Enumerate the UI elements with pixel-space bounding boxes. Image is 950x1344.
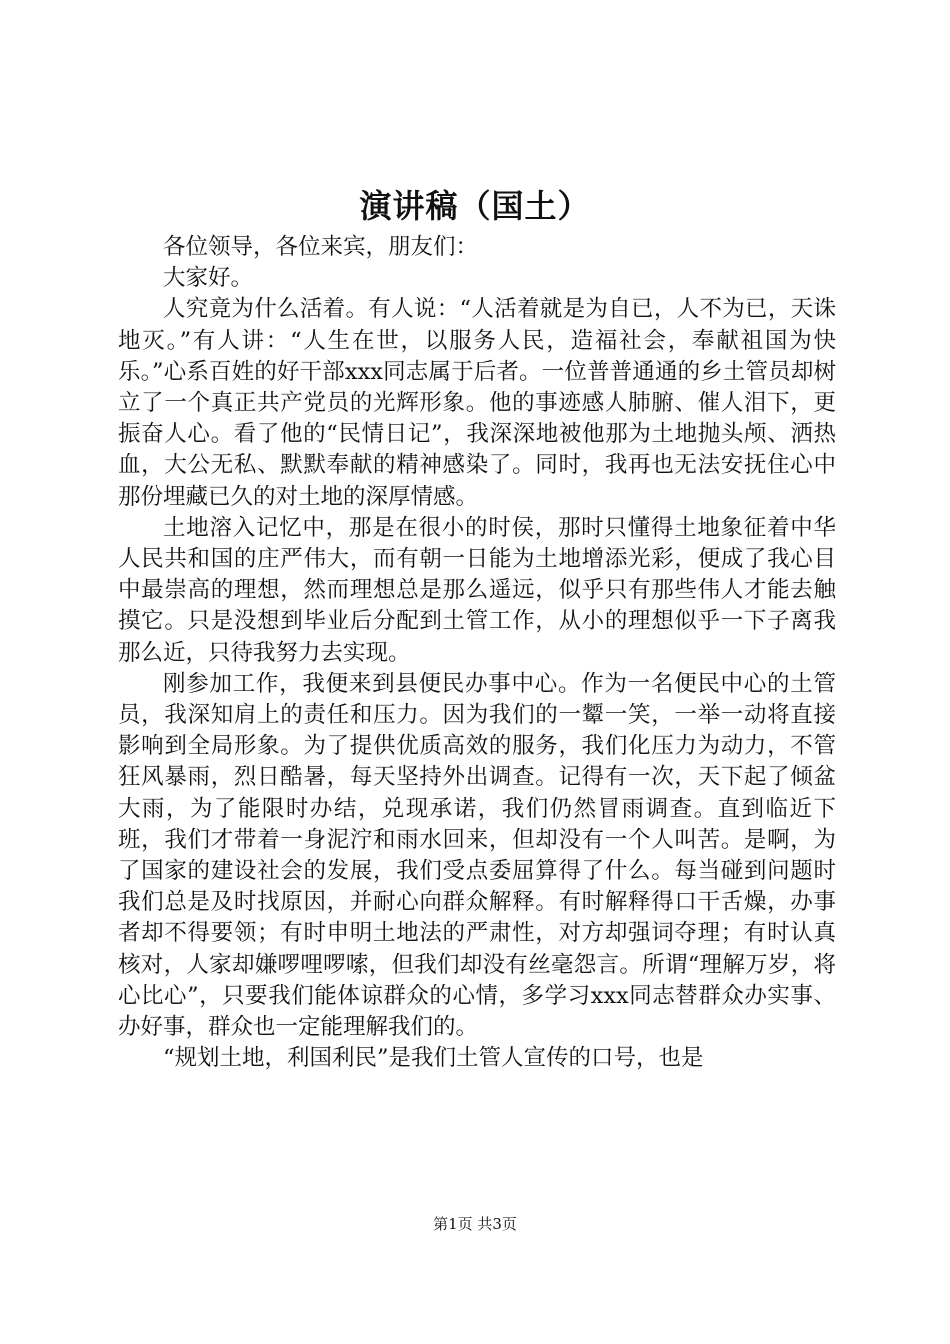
salutation-paragraph: 各位领导，各位来宾，朋友们：: [163, 234, 479, 260]
document-body: [118, 232, 836, 1074]
body-paragraph: “规划土地，利国利民”是我们土管人宣传的口号，也是: [163, 1045, 704, 1072]
body-paragraph: 人究竟为什么活着。有人说：“人活着就是为自已，人不为已，天诛地灭。”有人讲：“人生在世，以服务人民，造福社会，奉献祖国为快乐。”心系百姓的好干部xxx同志属于后者。一位普普通通的乡土管员却树立了一个真正共产党员的光辉形象。他的事迹感人肺腑、催人泪下，更振奋人心。看了他的“民情日记”，我深深地被他那为土地抛头颅、洒热血，大公无私、默默奉献的精神感染了。同时，我再也无法安抚住心中那份埋藏已久的对土地的深厚情感。: [118, 296, 836, 510]
body-paragraph: 土地溶入记忆中，那是在很小的时侯，那时只懂得土地象征着中华人民共和国的庄严伟大，而有朝一日能为土地增添光彩，便成了我心目中最崇高的理想，然而理想总是那么遥远，似乎只有那些伟人才能去触摸它。只是没想到毕业后分配到土管工作，从小的理想似乎一下子离我那么近，只待我努力去实现。: [118, 514, 836, 666]
document-title: 演讲稿（国土）: [359, 187, 591, 225]
greeting-paragraph: 大家好。: [163, 265, 254, 292]
body-paragraph: 刚参加工作，我便来到县便民办事中心。作为一名便民中心的土管员，我深知肩上的责任和压力。因为我们的一颦一笑，一举一动将直接影响到全局形象。为了提供优质高效的服务，我们化压力为动力，不管狂风暴雨，烈日酷暑，每天坚持外出调查。记得有一次，天下起了倾盆大雨，为了能限时办结，兑现承诺，我们仍然冒雨调查。直到临近下班，我们才带着一身泥泞和雨水回来，但却没有一个人叫苦。是啊，为了国家的建设社会的发展，我们受点委屈算得了什么。每当碰到问题时我们总是及时找原因，并耐心向群众解释。有时解释得口干舌燥，办事者却不得要领；有时申明土地法的严肃性，对方却强词夺理；有时认真核对，人家却嫌啰哩啰嗦，但我们却没有丝毫怨言。所谓“理解万岁，将心比心”，只要我们能体谅群众的心情，多学习xxx同志替群众办实事、办好事，群众也一定能理解我们的。: [118, 670, 836, 1041]
page-footer: 第1页 共3页: [433, 1215, 517, 1233]
